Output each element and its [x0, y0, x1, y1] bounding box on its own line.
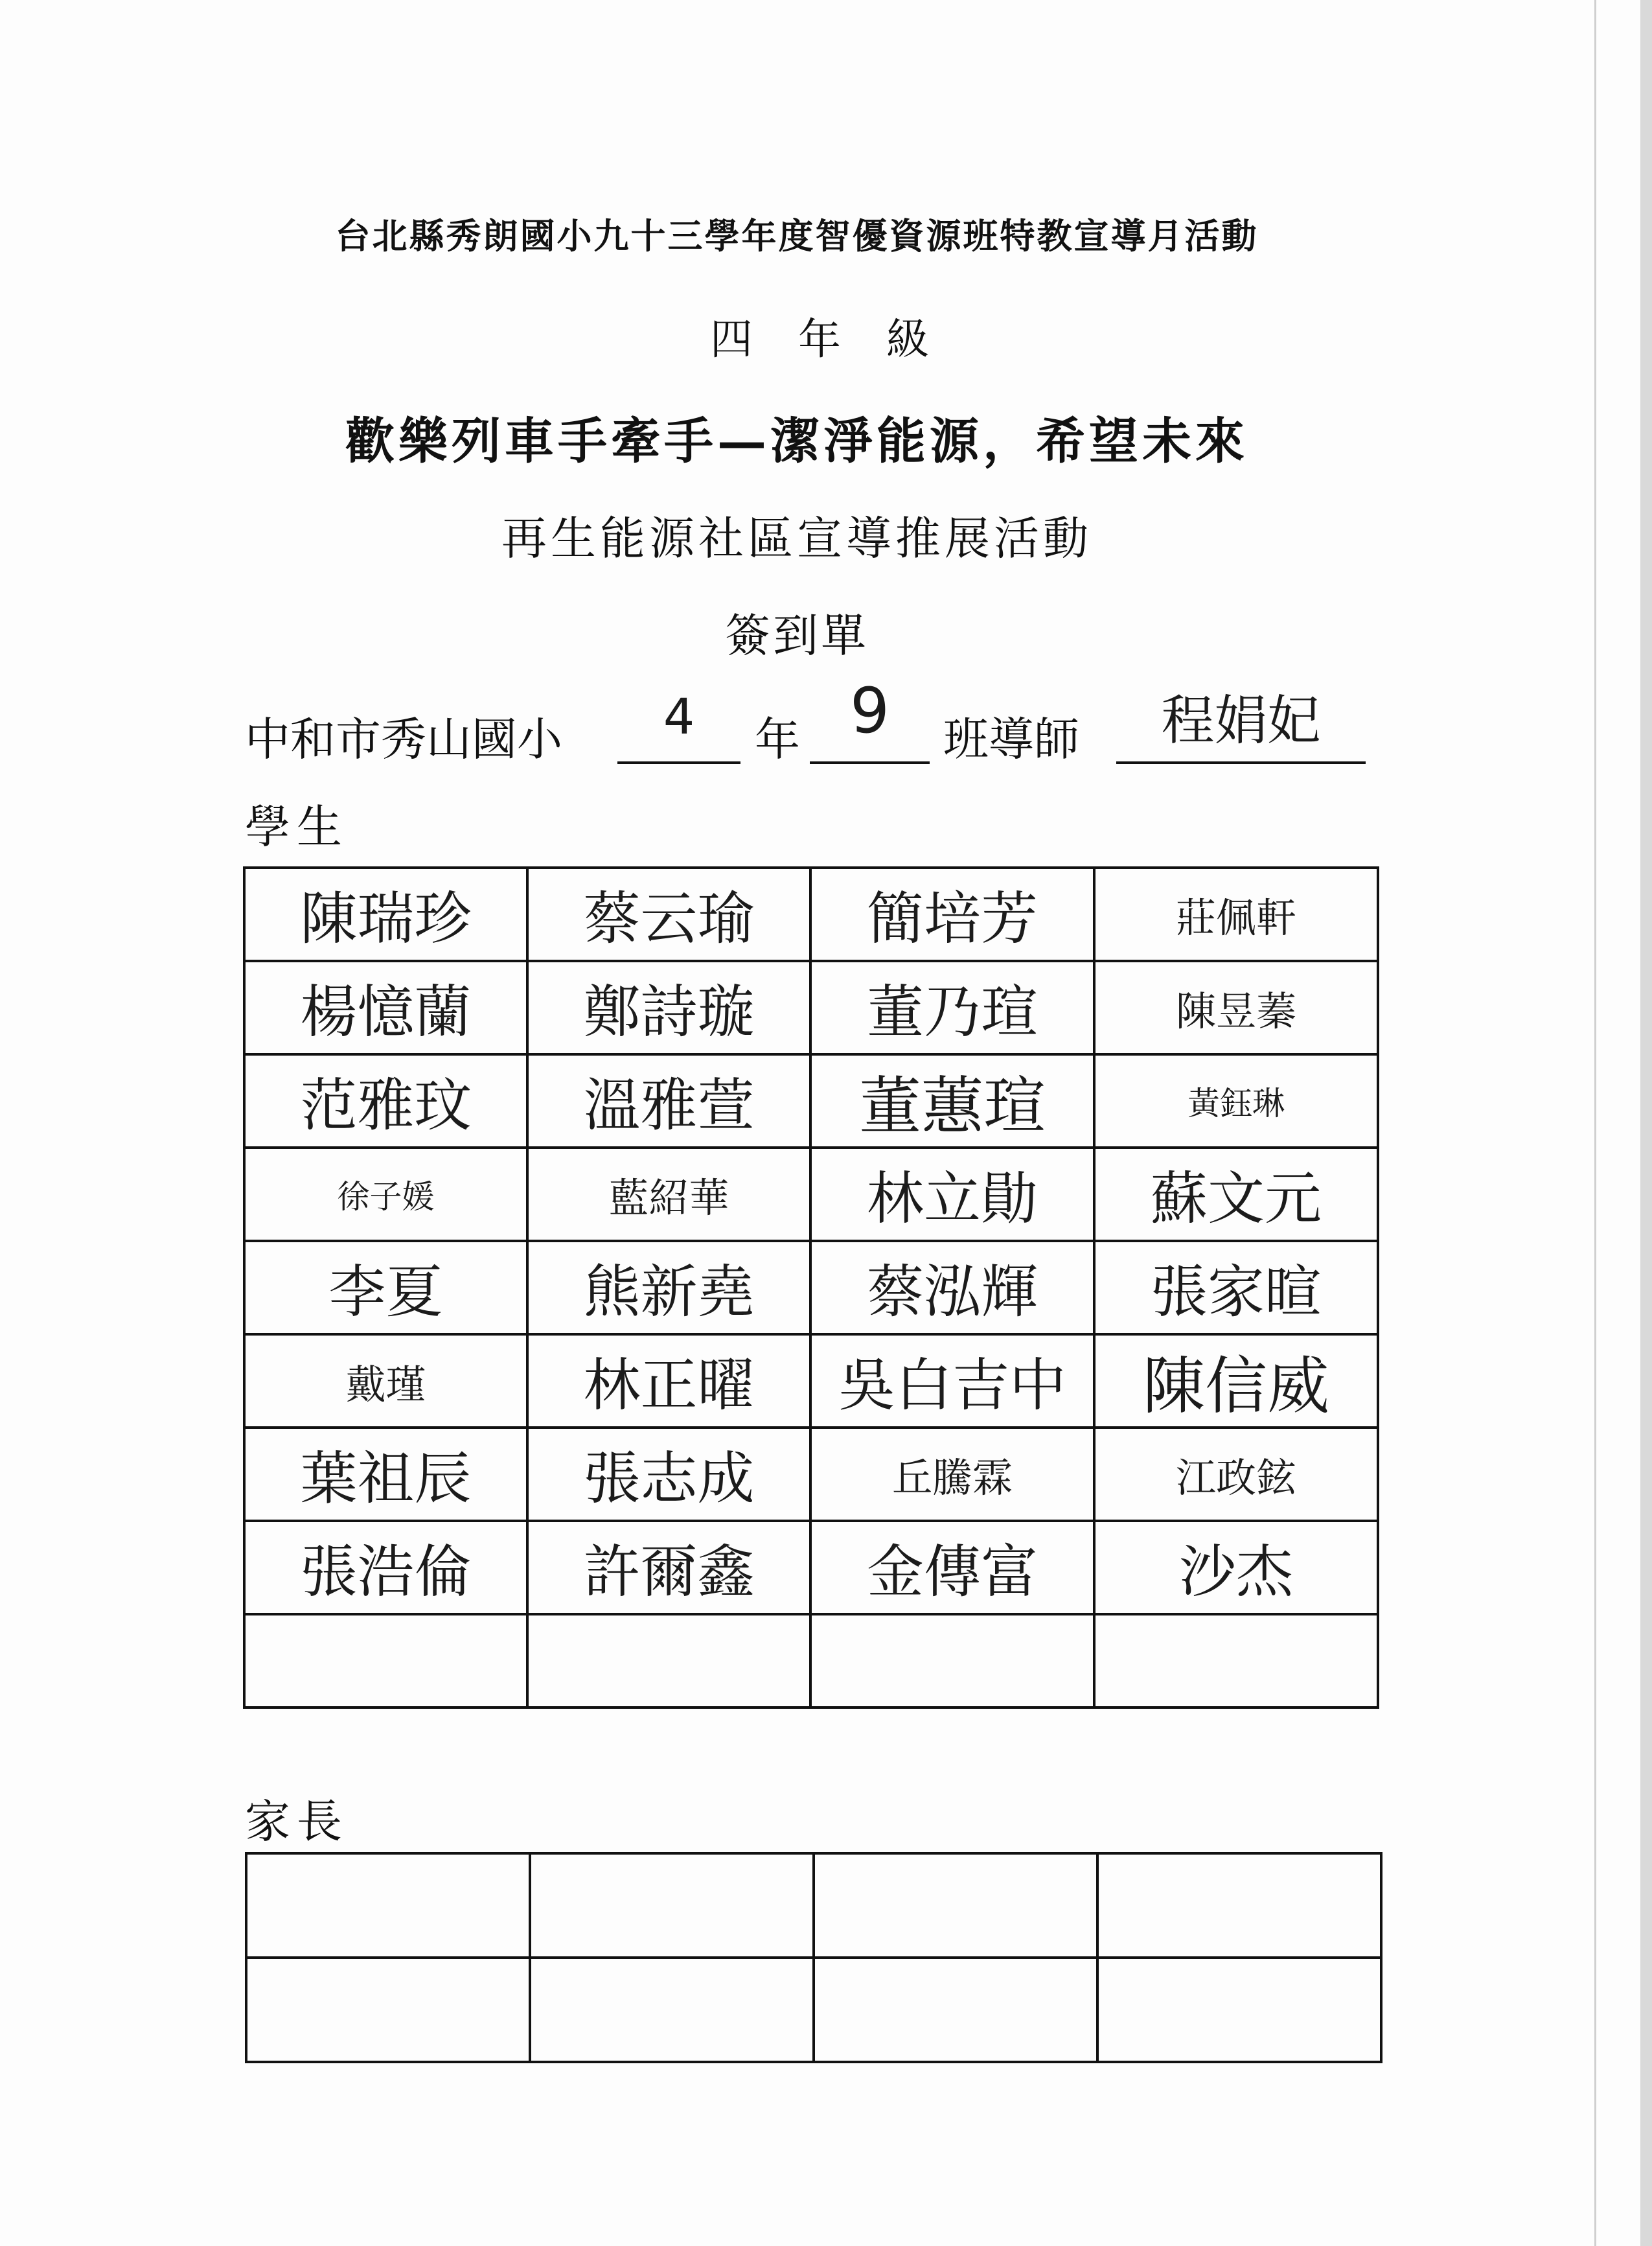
class-handwritten: 9: [849, 675, 890, 747]
signature-cell[interactable]: [244, 1521, 527, 1614]
student-signature: 董蕙瑄: [859, 1069, 1046, 1142]
signature-cell[interactable]: [814, 1853, 1097, 1958]
signature-cell[interactable]: [244, 1334, 527, 1428]
students-label: 學生: [245, 800, 349, 853]
signature-cell[interactable]: [1097, 1958, 1381, 2062]
class-field: [810, 675, 930, 764]
student-signature: 熊新堯: [583, 1258, 755, 1325]
signature-cell[interactable]: [1094, 1334, 1378, 1428]
scan-edge: [1640, 0, 1652, 2246]
table-row: [244, 1428, 1378, 1521]
student-signature: 蔡泓輝: [866, 1258, 1038, 1325]
signature-cell[interactable]: [810, 961, 1094, 1054]
student-signature: 吳白吉中: [838, 1352, 1066, 1418]
student-signature: 江政鉉: [1175, 1453, 1296, 1501]
signature-cell[interactable]: [1097, 1853, 1381, 1958]
table-row: [244, 1334, 1378, 1428]
table-row: [244, 1614, 1378, 1708]
event-title: 台北縣秀朗國小九十三學年度智優資源班特教宣導月活動: [335, 215, 1259, 257]
student-signature: 陳信威: [1143, 1349, 1329, 1422]
table-row: [244, 1521, 1378, 1614]
signature-cell[interactable]: [527, 1148, 810, 1241]
signature-cell[interactable]: [530, 1958, 814, 2062]
signature-cell[interactable]: [527, 1521, 810, 1614]
student-signature: 沙杰: [1178, 1538, 1293, 1605]
student-signature: 丘騰霖: [891, 1453, 1013, 1501]
student-signature: 黃鈺琳: [1187, 1085, 1285, 1122]
student-signature: 葉祖辰: [300, 1445, 472, 1512]
table-row: [246, 1958, 1381, 2062]
signature-cell[interactable]: [244, 1241, 527, 1334]
student-signature-table: [243, 866, 1379, 1709]
signature-cell[interactable]: [1094, 1614, 1378, 1708]
student-signature: 簡培芳: [866, 885, 1038, 952]
student-signature: 范雅玟: [300, 1072, 472, 1139]
signature-cell[interactable]: [810, 1428, 1094, 1521]
activity-subtitle: 再生能源社區宣導推展活動: [501, 512, 1092, 565]
table-row: [244, 1054, 1378, 1148]
signature-cell[interactable]: [527, 1428, 810, 1521]
signature-cell[interactable]: [1094, 1521, 1378, 1614]
student-signature: 張浩倫: [300, 1538, 472, 1605]
grade-field: [617, 688, 740, 764]
signature-cell[interactable]: [527, 1054, 810, 1148]
student-signature: 陳昱蓁: [1175, 987, 1296, 1035]
grade-handwritten: 4: [663, 688, 695, 745]
signature-cell[interactable]: [530, 1853, 814, 1958]
signature-cell[interactable]: [810, 1521, 1094, 1614]
sign-in-sheet-title: 簽到單: [725, 609, 869, 662]
student-signature: 蘇文元: [1150, 1165, 1322, 1232]
student-signature: 楊憶蘭: [300, 978, 472, 1045]
student-signature: 林立勛: [866, 1165, 1038, 1232]
grade-label: 年: [755, 713, 800, 766]
signature-cell[interactable]: [814, 1958, 1097, 2062]
signature-cell[interactable]: [810, 1054, 1094, 1148]
signature-cell[interactable]: [246, 1853, 530, 1958]
school-label: 中和市秀山國小: [245, 713, 562, 766]
signature-cell[interactable]: [1094, 868, 1378, 961]
table-row: [244, 1148, 1378, 1241]
student-signature: 張志成: [583, 1445, 755, 1512]
student-signature: 林正曜: [583, 1352, 755, 1418]
signature-cell[interactable]: [527, 1614, 810, 1708]
teacher-field: [1116, 690, 1366, 764]
signature-cell[interactable]: [246, 1958, 530, 2062]
parent-signature-table: [245, 1852, 1382, 2063]
student-signature: 戴瑾: [345, 1360, 426, 1408]
signature-cell[interactable]: [810, 1614, 1094, 1708]
signature-cell[interactable]: [810, 1241, 1094, 1334]
student-signature: 李夏: [328, 1258, 443, 1325]
signature-cell[interactable]: [244, 868, 527, 961]
signature-cell[interactable]: [810, 1334, 1094, 1428]
table-row: [244, 961, 1378, 1054]
student-signature: 藍紹華: [608, 1174, 729, 1221]
student-signature: 莊佩軒: [1175, 894, 1296, 942]
grade-heading: 四年級: [710, 314, 974, 364]
activity-title: 歡樂列車手牽手—潔淨能源，希望未來: [345, 412, 1248, 470]
table-row: [244, 868, 1378, 961]
signature-cell[interactable]: [527, 1334, 810, 1428]
signature-cell[interactable]: [244, 1428, 527, 1521]
signature-cell[interactable]: [1094, 1241, 1378, 1334]
signature-cell[interactable]: [1094, 1054, 1378, 1148]
parents-label: 家長: [245, 1795, 349, 1848]
teacher-signature: 程娟妃: [1161, 690, 1321, 752]
student-signature: 鄭詩璇: [583, 978, 755, 1045]
signature-cell[interactable]: [810, 868, 1094, 961]
student-signature: 張家暄: [1150, 1258, 1322, 1325]
student-signature: 蔡云瑜: [583, 885, 755, 952]
teacher-label: 班導師: [943, 713, 1079, 766]
signature-cell[interactable]: [1094, 1428, 1378, 1521]
signature-cell[interactable]: [527, 961, 810, 1054]
signature-cell[interactable]: [810, 1148, 1094, 1241]
signature-cell[interactable]: [1094, 1148, 1378, 1241]
signature-cell[interactable]: [527, 868, 810, 961]
signature-cell[interactable]: [244, 1148, 527, 1241]
student-signature: 徐子媛: [337, 1178, 435, 1216]
table-row: [246, 1853, 1381, 1958]
student-signature: 許爾鑫: [583, 1538, 755, 1605]
signature-cell[interactable]: [1094, 961, 1378, 1054]
student-signature: 陳瑞珍: [300, 885, 472, 952]
signature-cell[interactable]: [244, 961, 527, 1054]
signature-cell[interactable]: [244, 1614, 527, 1708]
signature-cell[interactable]: [527, 1241, 810, 1334]
student-signature: 溫雅萱: [583, 1072, 755, 1139]
signature-cell[interactable]: [244, 1054, 527, 1148]
table-row: [244, 1241, 1378, 1334]
student-signature: 董乃瑄: [866, 978, 1038, 1045]
student-signature: 金傳富: [866, 1538, 1038, 1605]
